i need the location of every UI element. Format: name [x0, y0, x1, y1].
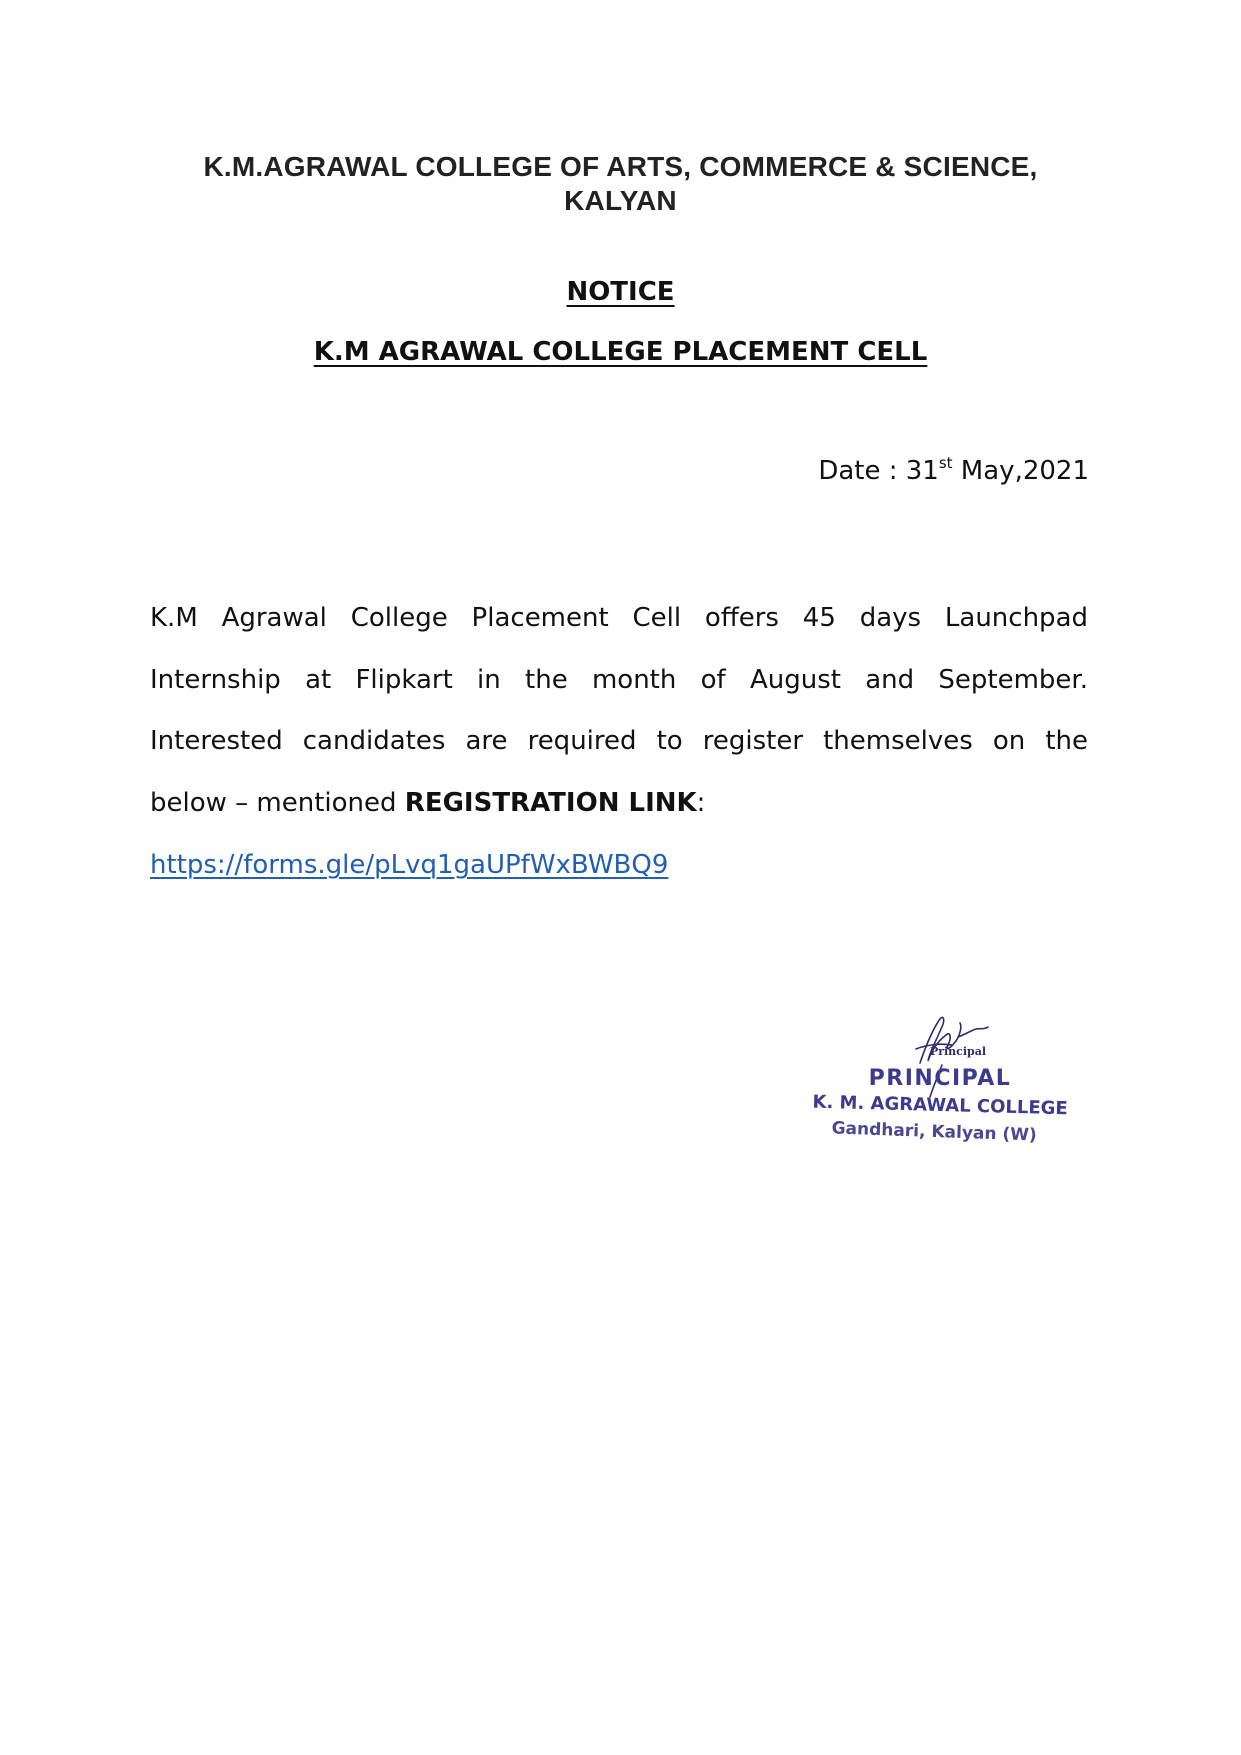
body-line-4-text: below – mentioned [150, 787, 405, 818]
signature-label: Principal [929, 1045, 987, 1058]
body-line-3: Interested candidates are required to register themselves on the [150, 726, 1088, 756]
body-line-2: Internship at Flipkart in the month of August and September. [150, 664, 1088, 695]
date-prefix: Date : 31 [818, 456, 939, 486]
notice-body [150, 588, 1088, 834]
stamp-location: Gandhari, Kalyan (W) [831, 1118, 1038, 1146]
principal-stamp [800, 1005, 1100, 1175]
date-suffix: May,2021 [952, 456, 1089, 486]
college-location-heading: KALYAN [564, 185, 677, 216]
registration-link-label: REGISTRATION LINK [404, 787, 697, 818]
registration-link[interactable]: https://forms.gle/pLvq1gaUPfWxBWBQ9 [150, 850, 669, 880]
placement-cell-title: K.M AGRAWAL COLLEGE PLACEMENT CELL [313, 337, 928, 367]
body-line-4-colon: : [696, 787, 706, 818]
body-line-1: K.M Agrawal College Placement Cell offers 45 days Launchpad [150, 603, 1088, 633]
notice-date [818, 456, 1089, 486]
stamp-college: K. M. AGRAWAL COLLEGE [812, 1091, 1069, 1120]
body-line-4 [150, 773, 1088, 835]
college-name-heading: K.M.AGRAWAL COLLEGE OF ARTS, COMMERCE & SCIENCE, [203, 151, 1038, 182]
notice-title: NOTICE [566, 277, 675, 307]
date-superscript: st [938, 454, 953, 472]
stamp-title: PRINCIPAL [868, 1066, 1012, 1091]
